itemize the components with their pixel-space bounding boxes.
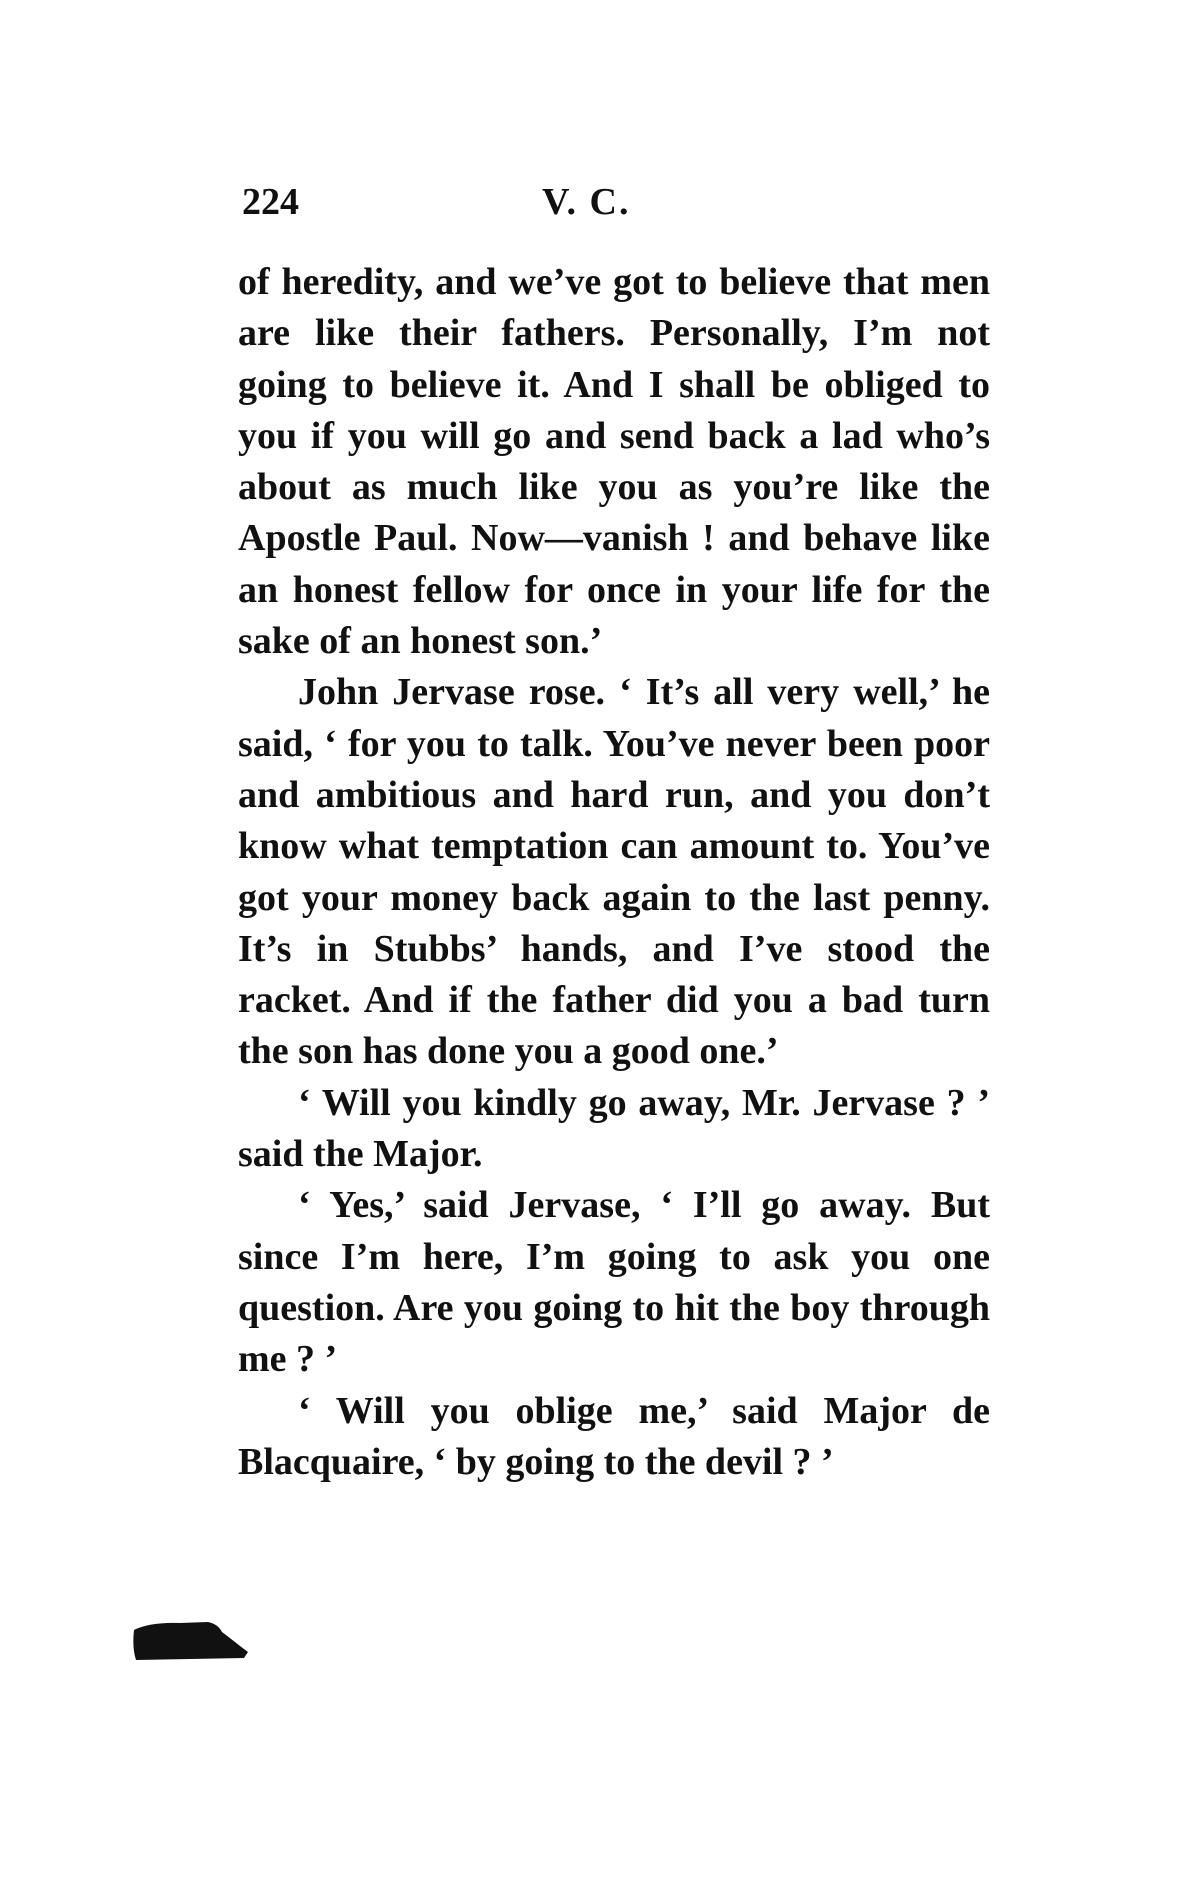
paragraph: ‘ Will you oblige me,’ said Major de Blacquaire, ‘ by going to the devil ? ’: [238, 1389, 990, 1483]
page-number: 224: [242, 181, 299, 223]
paragraph: ‘ Will you kindly go away, Mr. Jervase ? ’ said the Major.: [238, 1081, 990, 1176]
page-header: [242, 180, 990, 230]
ink-blot-mark: [130, 1618, 258, 1662]
paragraph: John Jervase rose. ‘ It’s all very well,’ he said, ‘ for you to talk. You’ve never been poor and ambitious and hard run, and you don’t know what temptation can amount to. You’ve got your money back again to the last penny. It’s in Stubbs’ hands, and I’ve stood the racket. And if the father did you a bad turn the son has done you a good one.’: [238, 671, 990, 1073]
paragraph: ‘ Yes,’ said Jervase, ‘ I’ll go away. But since I’m here, I’m going to ask you one question. Are you going to hit the boy through me ? ’: [238, 1184, 990, 1381]
paragraph-continued: of heredity, and we’ve got to believe that men are like their fathers. Personally, I’m not going to believe it. And I shall be obliged to you if you will go and send back a lad who’s about as much like you as you’re like the Apostle Paul. Now—vanish ! and behave like an honest fellow for once in your life for the sake of an honest son.’: [238, 261, 990, 663]
body-text: [238, 257, 990, 1488]
running-title: V. C.: [542, 181, 631, 223]
